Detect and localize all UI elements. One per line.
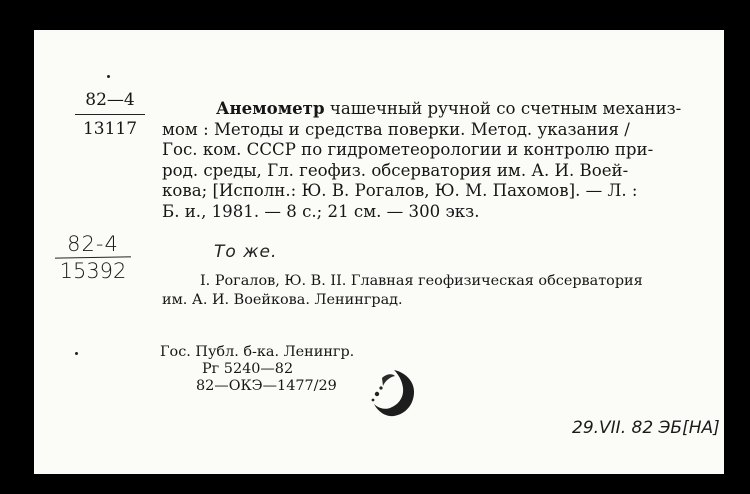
description-line <box>162 98 720 120</box>
description-line: мом : Методы и средства поверки. Метод. указания / <box>162 119 630 139</box>
handwritten-shelfmark <box>50 232 136 283</box>
handwritten-date: 29.VII. 82 ЭБ[НА] <box>572 418 720 438</box>
catalog-card <box>34 30 724 474</box>
ink-stamp-icon <box>364 364 422 422</box>
subject-line: им. А. И. Воейкова. Ленинград. <box>162 292 403 308</box>
handwritten-note: То же. <box>214 242 278 262</box>
description-line: кова; [Исполн.: Ю. В. Рогалов, Ю. М. Пахомов]. — Л. : <box>162 181 638 200</box>
subject-headings <box>162 272 720 310</box>
shelfmark <box>74 90 146 140</box>
bibliographic-description <box>162 98 720 222</box>
title-bold: Анемометр <box>216 98 325 118</box>
provenance-library: Гос. Публ. б-ка. Ленингр. <box>160 344 355 360</box>
description-line: Гос. ком. СССР по гидрометеорологии и контролю при- <box>162 140 654 159</box>
provenance-code: 82—ОКЭ—1477/29 <box>196 378 337 394</box>
speck <box>107 75 110 78</box>
shelfmark-divider <box>75 114 145 115</box>
provenance <box>160 344 354 395</box>
description-line: Б. и., 1981. — 8 с.; 21 см. — 300 экз. <box>162 201 480 221</box>
description-line: род. среды, Гл. геофиз. обсерватория им. А. И. Воей- <box>162 160 629 180</box>
handwritten-shelfmark-bottom: 15392 <box>59 259 127 283</box>
provenance-number: Рг 5240—82 <box>202 361 294 377</box>
shelfmark-bottom: 13117 <box>82 119 138 139</box>
shelfmark-top: 82—4 <box>85 90 135 110</box>
handwritten-shelfmark-top: 82-4 <box>67 232 119 256</box>
subject-line: I. Рогалов, Ю. В. II. Главная геофизическая обсерватория <box>200 273 643 289</box>
description-text: чашечный ручной со счетным механиз- <box>329 99 682 118</box>
speck <box>75 352 78 355</box>
